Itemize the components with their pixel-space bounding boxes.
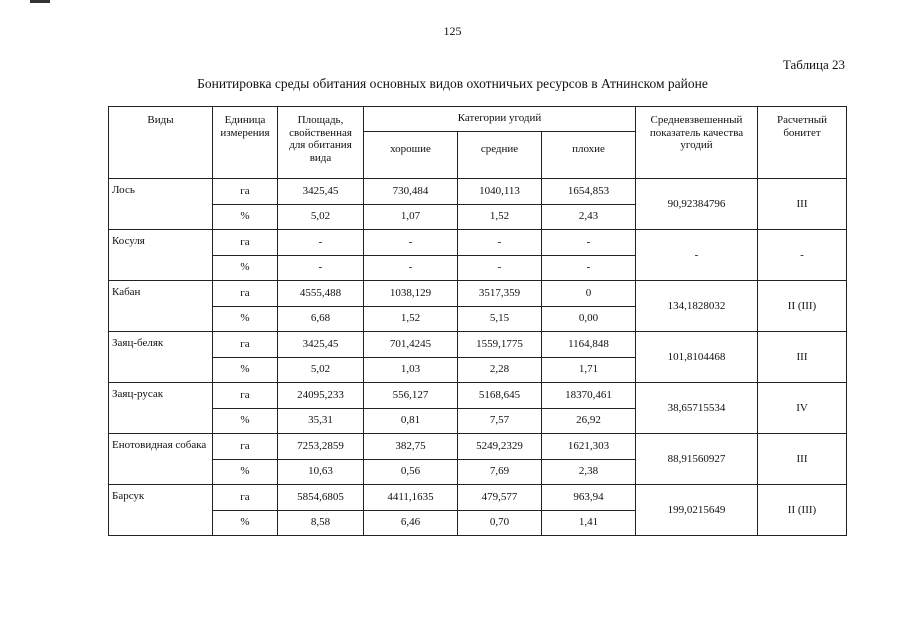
good-cell: 1,07	[364, 204, 458, 230]
bad-cell: 963,94	[542, 485, 636, 511]
good-cell: 6,46	[364, 510, 458, 536]
unit-cell: га	[213, 383, 278, 409]
good-cell: -	[364, 230, 458, 256]
table-label: Таблица 23	[782, 57, 845, 72]
area-cell: 8,58	[278, 510, 364, 536]
bad-cell: -	[542, 255, 636, 281]
weighted-cell: 101,8104468	[636, 332, 758, 383]
scan-corner-mark	[30, 0, 50, 3]
bad-cell: 0	[542, 281, 636, 307]
area-cell: 10,63	[278, 459, 364, 485]
medium-cell: 2,28	[458, 357, 542, 383]
page-number: 125	[443, 24, 462, 38]
bad-cell: 1621,303	[542, 434, 636, 460]
bad-cell: 0,00	[542, 306, 636, 332]
weighted-cell: -	[636, 230, 758, 281]
area-cell: 5,02	[278, 204, 364, 230]
header-unit: Единица измерения	[213, 107, 278, 179]
unit-cell: га	[213, 230, 278, 256]
area-cell: 5,02	[278, 357, 364, 383]
bad-cell: -	[542, 230, 636, 256]
table-row	[109, 179, 847, 205]
medium-cell: -	[458, 255, 542, 281]
unit-cell: га	[213, 434, 278, 460]
table-row	[109, 383, 847, 409]
bad-cell: 18370,461	[542, 383, 636, 409]
table-row	[109, 434, 847, 460]
good-cell: 0,81	[364, 408, 458, 434]
medium-cell: 1,52	[458, 204, 542, 230]
medium-cell: 1559,1775	[458, 332, 542, 358]
medium-cell: 5249,2329	[458, 434, 542, 460]
table-row	[109, 485, 847, 511]
species-name: Лось	[109, 179, 213, 230]
bad-cell: 1164,848	[542, 332, 636, 358]
unit-cell: %	[213, 357, 278, 383]
species-name: Заяц-русак	[109, 383, 213, 434]
good-cell: 1038,129	[364, 281, 458, 307]
area-cell: -	[278, 255, 364, 281]
species-name: Енотовидная собака	[109, 434, 213, 485]
good-cell: 4411,1635	[364, 485, 458, 511]
habitat-bonitet-table	[108, 106, 847, 536]
bad-cell: 1,71	[542, 357, 636, 383]
medium-cell: -	[458, 230, 542, 256]
medium-cell: 7,57	[458, 408, 542, 434]
header-medium: средние	[458, 132, 542, 179]
weighted-cell: 90,92384796	[636, 179, 758, 230]
area-cell: 6,68	[278, 306, 364, 332]
species-name: Барсук	[109, 485, 213, 536]
good-cell: 382,75	[364, 434, 458, 460]
bad-cell: 26,92	[542, 408, 636, 434]
unit-cell: %	[213, 408, 278, 434]
area-cell: 5854,6805	[278, 485, 364, 511]
bonitet-cell: IV	[758, 383, 847, 434]
species-name: Кабан	[109, 281, 213, 332]
bad-cell: 1654,853	[542, 179, 636, 205]
unit-cell: га	[213, 179, 278, 205]
unit-cell: %	[213, 255, 278, 281]
header-bad: плохие	[542, 132, 636, 179]
weighted-cell: 134,1828032	[636, 281, 758, 332]
header-bonitet: Расчетный бонитет	[758, 107, 847, 179]
good-cell: 1,52	[364, 306, 458, 332]
area-cell: 3425,45	[278, 332, 364, 358]
weighted-cell: 38,65715534	[636, 383, 758, 434]
medium-cell: 1040,113	[458, 179, 542, 205]
good-cell: 0,56	[364, 459, 458, 485]
good-cell: 1,03	[364, 357, 458, 383]
weighted-cell: 199,0215649	[636, 485, 758, 536]
unit-cell: %	[213, 306, 278, 332]
unit-cell: %	[213, 510, 278, 536]
medium-cell: 5168,645	[458, 383, 542, 409]
medium-cell: 7,69	[458, 459, 542, 485]
good-cell: -	[364, 255, 458, 281]
area-cell: -	[278, 230, 364, 256]
good-cell: 556,127	[364, 383, 458, 409]
bad-cell: 2,38	[542, 459, 636, 485]
medium-cell: 479,577	[458, 485, 542, 511]
medium-cell: 5,15	[458, 306, 542, 332]
bonitet-cell: III	[758, 332, 847, 383]
bonitet-cell: III	[758, 179, 847, 230]
document-title: Бонитировка среды обитания основных видов охотничьих ресурсов в Атнинском районе	[197, 76, 708, 91]
medium-cell: 3517,359	[458, 281, 542, 307]
table-row	[109, 230, 847, 256]
bonitet-cell: II (III)	[758, 281, 847, 332]
area-cell: 7253,2859	[278, 434, 364, 460]
weighted-cell: 88,91560927	[636, 434, 758, 485]
good-cell: 701,4245	[364, 332, 458, 358]
header-weighted: Средневзвешенный показатель качества угодий	[636, 107, 758, 179]
header-area: Площадь, свойственная для обитания вида	[278, 107, 364, 179]
bonitet-cell: III	[758, 434, 847, 485]
unit-cell: га	[213, 332, 278, 358]
bonitet-cell: -	[758, 230, 847, 281]
unit-cell: га	[213, 281, 278, 307]
header-categories: Категории угодий	[364, 107, 636, 132]
bad-cell: 1,41	[542, 510, 636, 536]
medium-cell: 0,70	[458, 510, 542, 536]
area-cell: 4555,488	[278, 281, 364, 307]
good-cell: 730,484	[364, 179, 458, 205]
table-row	[109, 281, 847, 307]
area-cell: 24095,233	[278, 383, 364, 409]
unit-cell: %	[213, 459, 278, 485]
species-name: Заяц-беляк	[109, 332, 213, 383]
unit-cell: га	[213, 485, 278, 511]
area-cell: 3425,45	[278, 179, 364, 205]
bad-cell: 2,43	[542, 204, 636, 230]
header-good: хорошие	[364, 132, 458, 179]
species-name: Косуля	[109, 230, 213, 281]
table-row	[109, 332, 847, 358]
header-species: Виды	[109, 107, 213, 179]
bonitet-cell: II (III)	[758, 485, 847, 536]
unit-cell: %	[213, 204, 278, 230]
area-cell: 35,31	[278, 408, 364, 434]
